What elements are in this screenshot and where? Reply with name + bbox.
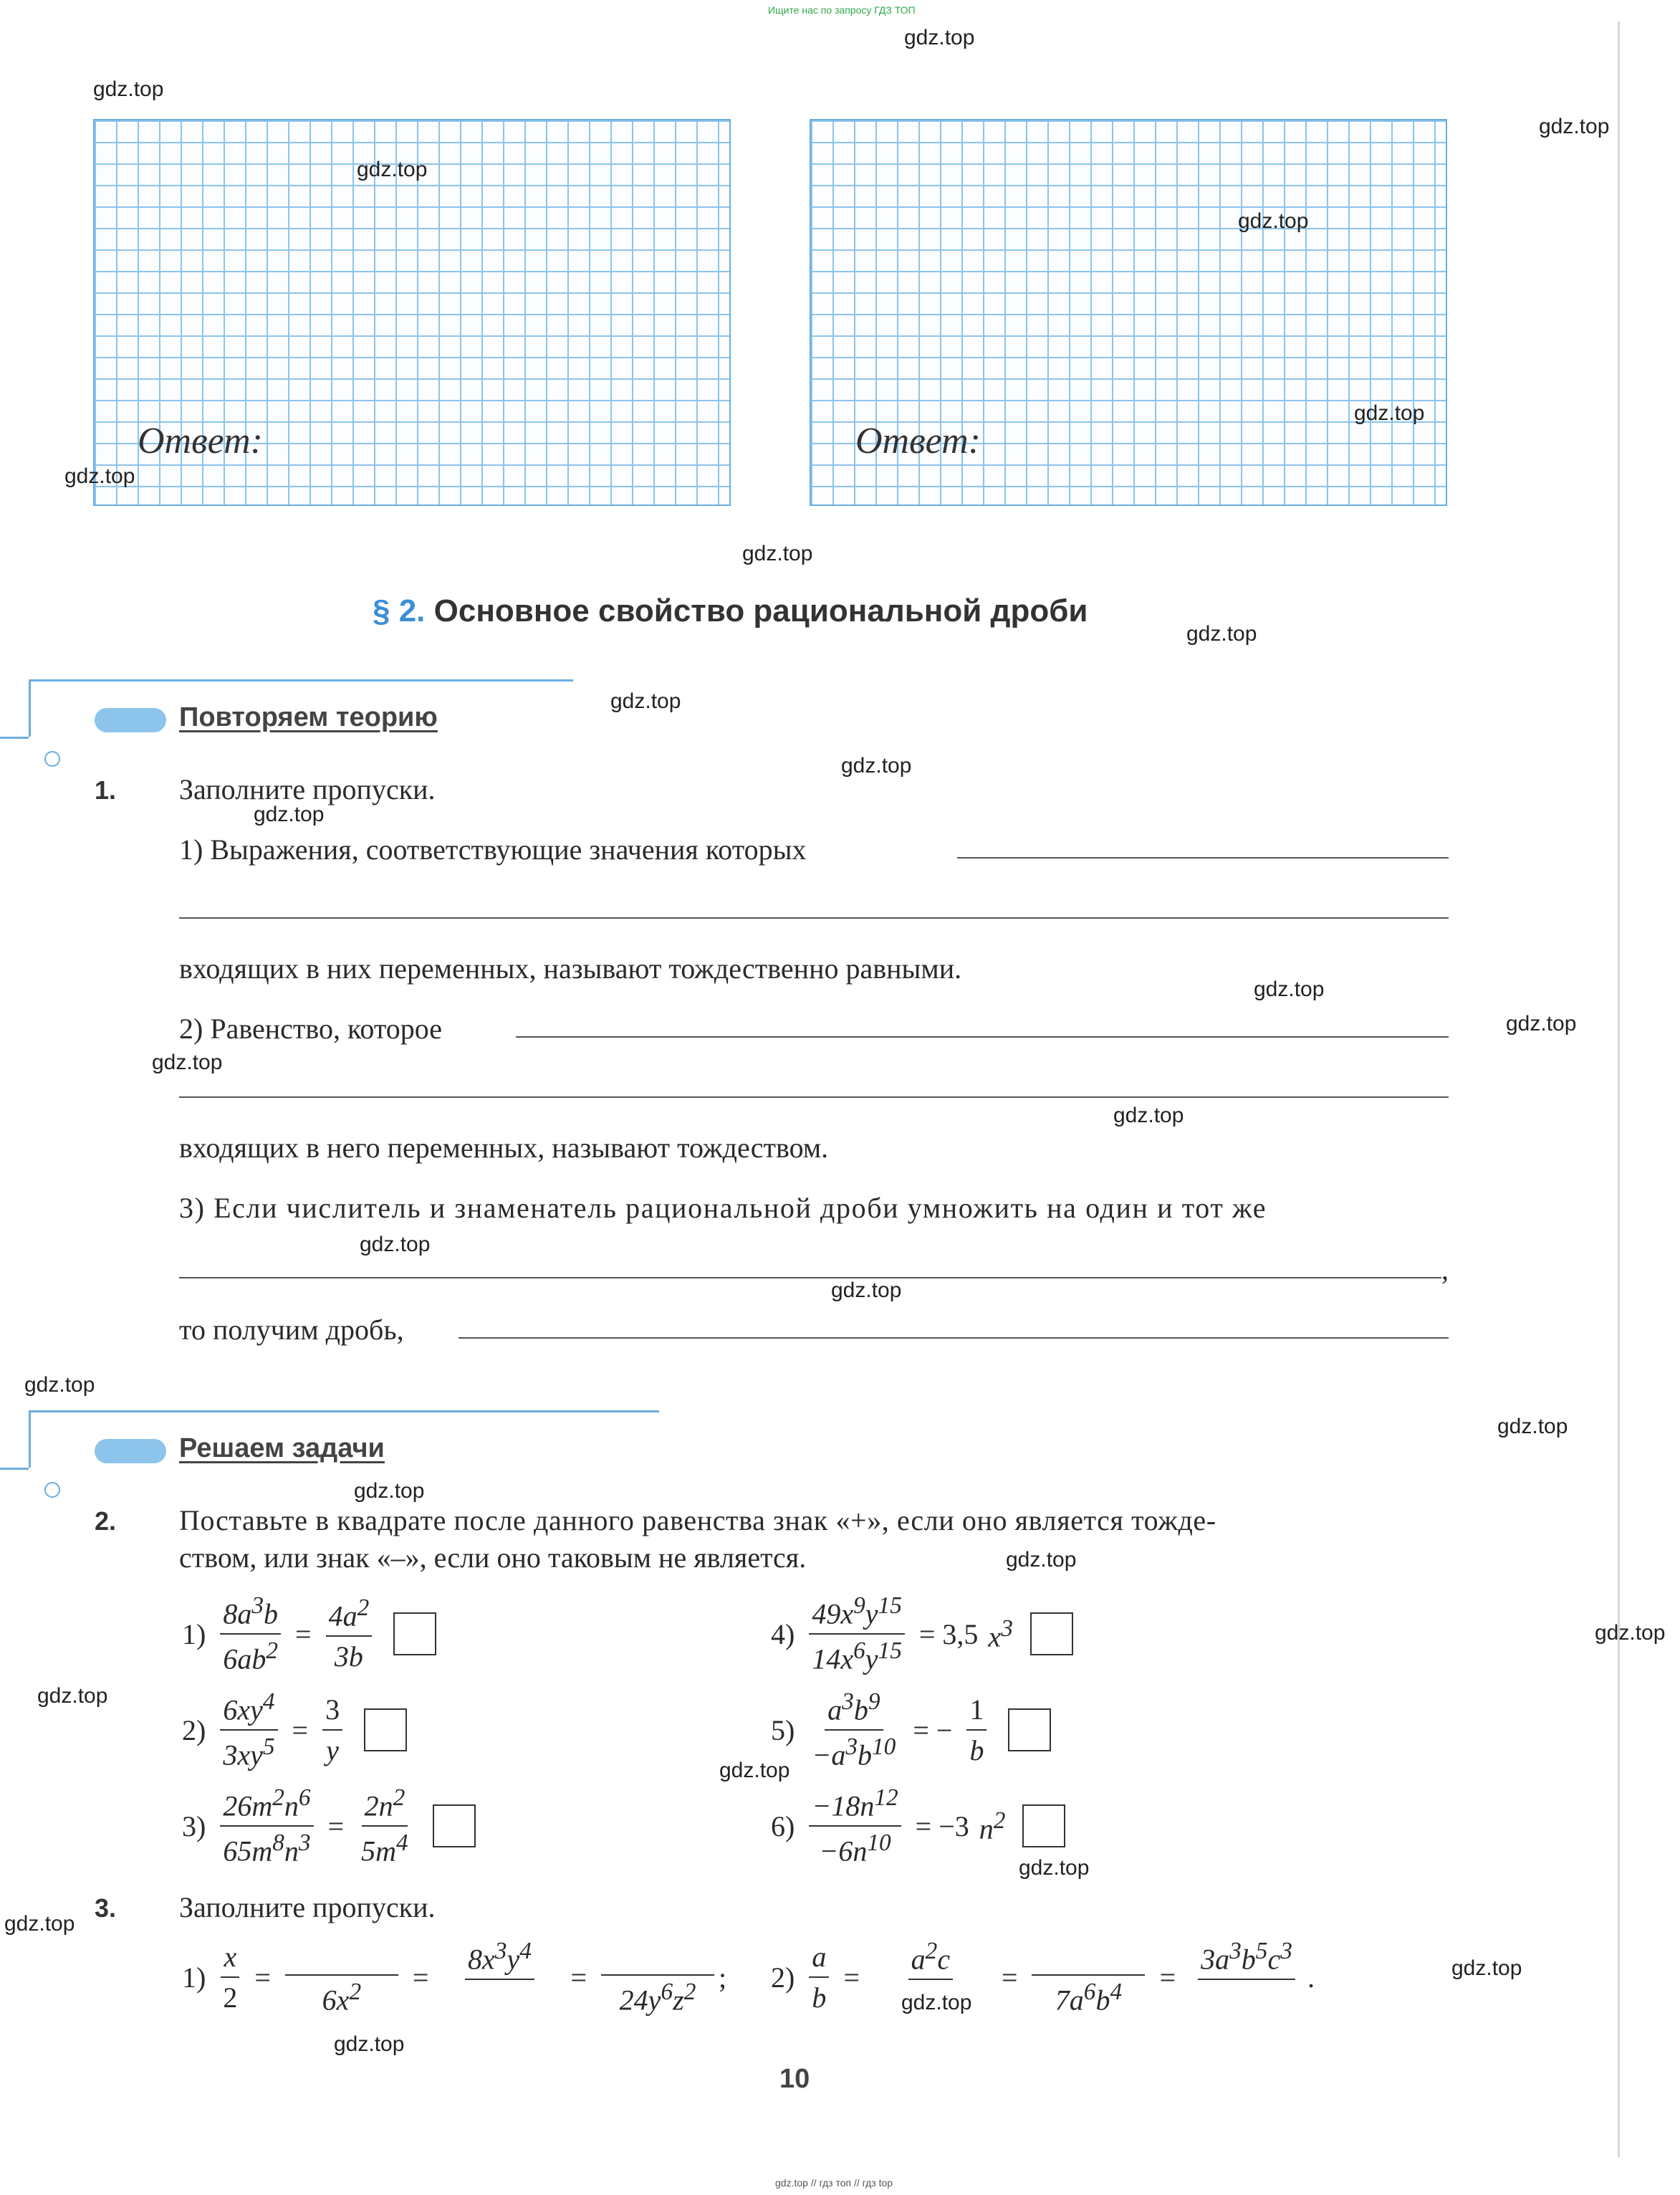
- watermark: gdz.top: [1006, 1548, 1077, 1572]
- task2-eq1: 1) $\frac{8a^3b}{6ab^2}$ = $\frac{4a^2}{3b}$: [182, 1592, 436, 1676]
- footer-note: gdz.top // гдз топ // гдз top: [775, 2177, 893, 2189]
- watermark: gdz.top: [1497, 1415, 1568, 1438]
- header-note: Ищите нас по запросу ГДЗ ТОП: [768, 4, 916, 16]
- section-name: Основное свойство рациональной дроби: [433, 593, 1088, 628]
- tasks-frame-left: [29, 1410, 31, 1468]
- watermark: gdz.top: [4, 1912, 75, 1936]
- watermark: gdz.top: [901, 1991, 972, 2014]
- task2-prompt-line1: Поставьте в квадрате после данного равенства знак «+», если оно является тожде-: [179, 1504, 1216, 1536]
- watermark: gdz.top: [334, 2032, 405, 2056]
- theory-frame-top: [29, 679, 573, 682]
- task3-eq2-blank2[interactable]: [1032, 1938, 1145, 1976]
- tasks-tab-label: Решаем задачи: [179, 1433, 385, 1463]
- task1-item1-blank-a[interactable]: [957, 857, 1449, 859]
- watermark: gdz.top: [254, 803, 325, 826]
- task1-item1-end: входящих в них переменных, называют тождественно равными.: [179, 952, 962, 985]
- watermark: gdz.top: [152, 1051, 223, 1074]
- tasks-tab-pill: [95, 1439, 166, 1463]
- answer-label-left: Ответ:: [138, 421, 263, 462]
- tasks-marker: [44, 1482, 60, 1498]
- task2-eq2: 2) $\frac{6xy^4}{3xy^5}$ = $\frac{3}{y}$: [182, 1688, 407, 1772]
- watermark: gdz.top: [1186, 622, 1257, 646]
- watermark: gdz.top: [831, 1278, 902, 1302]
- task1-item3-comma: ,: [1441, 1253, 1449, 1286]
- watermark: gdz.top: [742, 542, 813, 565]
- watermark: gdz.top: [1539, 115, 1610, 138]
- watermark: gdz.top: [37, 1684, 108, 1708]
- task2-eq4: 4) $\frac{49x^9y^{15}}{14x^6y^{15}}$ = 3,5 $x^3$: [771, 1592, 1073, 1676]
- task3-eq2: 2) $\frac{a}{b}$ = $a^2c$ = $7a^6b^4$ = $3a^3b^5c^3$ .: [771, 1938, 1315, 2017]
- task2-number: 2.: [95, 1506, 117, 1536]
- task1-number: 1.: [95, 775, 117, 805]
- task3-eq2-blank3[interactable]: [1190, 1980, 1303, 2017]
- page-edge: [1618, 21, 1620, 2157]
- watermark: gdz.top: [1113, 1104, 1184, 1127]
- task1-item3-blank-b[interactable]: [459, 1337, 1449, 1339]
- watermark: gdz.top: [24, 1373, 95, 1397]
- watermark: gdz.top: [904, 26, 975, 49]
- watermark: gdz.top: [1595, 1621, 1666, 1645]
- task3-number: 3.: [95, 1893, 117, 1923]
- task1-prompt: Заполните пропуски.: [179, 773, 436, 805]
- task2-eq5-answer-box[interactable]: [1008, 1708, 1051, 1751]
- task1-item2-end: входящих в него переменных, называют тождеством.: [179, 1132, 829, 1164]
- watermark: gdz.top: [841, 754, 912, 778]
- task1-item2-start: 2) Равенство, которое: [179, 1013, 443, 1045]
- watermark: gdz.top: [357, 158, 428, 181]
- task3-eq1-blank3[interactable]: [601, 1938, 714, 1976]
- task2-eq2-answer-box[interactable]: [364, 1708, 407, 1751]
- tasks-frame-top: [29, 1410, 659, 1412]
- task2-prompt-line2: ством, или знак «–», если оно таковым не является.: [179, 1541, 807, 1574]
- task2-eq1-answer-box[interactable]: [393, 1612, 436, 1655]
- task1-item3-end: то получим дробь,: [179, 1314, 404, 1346]
- watermark: gdz.top: [1019, 1856, 1090, 1880]
- task1-item1-blank-b[interactable]: [179, 917, 1449, 919]
- watermark: gdz.top: [354, 1479, 425, 1503]
- task2-eq3: 3) $\frac{26m^2n^6}{65m^8n^3}$ = $\frac{2n^2}{5m^4}$: [182, 1784, 476, 1868]
- watermark: gdz.top: [64, 464, 135, 488]
- watermark: gdz.top: [1254, 977, 1325, 1001]
- theory-tab-label: Повторяем теорию: [179, 702, 438, 732]
- answer-label-right: Ответ:: [855, 421, 981, 462]
- theory-frame-bottom: [0, 737, 29, 739]
- section-title: [373, 593, 1088, 629]
- watermark: gdz.top: [1506, 1012, 1577, 1036]
- page-number: 10: [779, 2064, 810, 2094]
- watermark: gdz.top: [1354, 401, 1425, 425]
- task2-eq3-answer-box[interactable]: [433, 1804, 476, 1847]
- task1-item3-start: 3) Если числитель и знаменатель рациональной дроби умножить на один и тот же: [179, 1192, 1267, 1224]
- theory-tab-pill: [95, 708, 166, 732]
- watermark: gdz.top: [360, 1233, 431, 1256]
- section-number: § 2.: [373, 593, 426, 628]
- task3-eq1-blank1[interactable]: [285, 1938, 398, 1976]
- watermark: gdz.top: [1451, 1956, 1522, 1980]
- task3-eq1: 1) $\frac{x}{2}$ = $6x^2$ = $8x^3y^4$ = $24y^6z^2$ ;: [182, 1938, 727, 2017]
- task1-item1-start: 1) Выражения, соответствующие значения которых: [179, 833, 807, 866]
- watermark: gdz.top: [719, 1759, 790, 1782]
- task2-eq5: 5) $\frac{a^3b^9}{-a^3b^{10}}$ = − $\frac{1}{b}$: [771, 1688, 1051, 1772]
- task3-eq1-blank2[interactable]: [443, 1980, 556, 2017]
- task1-item2-blank-a[interactable]: [516, 1036, 1449, 1038]
- task2-eq6-answer-box[interactable]: [1022, 1804, 1065, 1847]
- watermark: gdz.top: [93, 77, 164, 101]
- task1-item2-blank-b[interactable]: [179, 1096, 1449, 1098]
- task3-prompt: Заполните пропуски.: [179, 1891, 436, 1923]
- theory-frame-left: [29, 679, 31, 737]
- watermark: gdz.top: [610, 689, 681, 713]
- task2-eq4-answer-box[interactable]: [1030, 1612, 1073, 1655]
- task2-eq6: 6) $\frac{-18n^{12}}{-6n^{10}}$ = −3 $n^2$: [771, 1784, 1065, 1868]
- theory-marker: [44, 751, 60, 767]
- task1-item3-blank-a[interactable]: [179, 1277, 1441, 1278]
- watermark: gdz.top: [1238, 209, 1309, 233]
- tasks-frame-bottom: [0, 1468, 29, 1470]
